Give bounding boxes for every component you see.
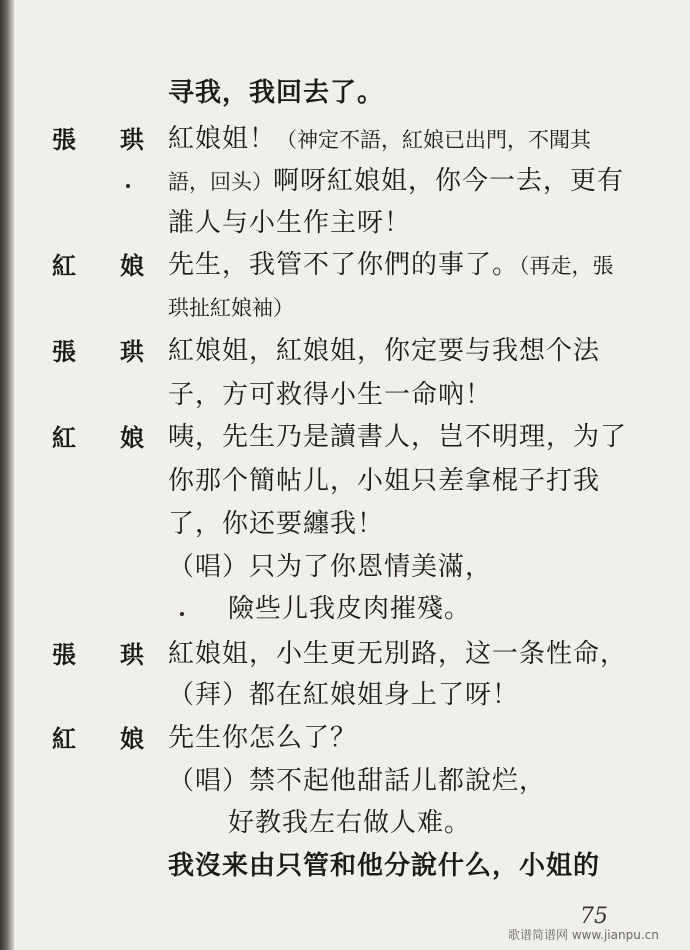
speaker-char: 娘: [120, 724, 144, 753]
speaker-zhang-gong: [52, 337, 144, 367]
dialogue-line: 子，方可救得小生一命吶！: [168, 380, 493, 410]
stage-direction: 語，回头）: [168, 170, 273, 194]
dialogue-line: （拜）都在紅娘姐身上了呀！: [168, 680, 520, 710]
speaker-char: 紅: [52, 724, 76, 753]
speaker-char: 紅: [52, 423, 76, 452]
speaker-char: 珙: [120, 640, 144, 669]
page-edge-shadow: [0, 0, 14, 950]
speaker-char: 張: [52, 640, 76, 669]
speaker-char: 娘: [120, 423, 144, 452]
stage-direction: （再走，張: [519, 254, 614, 278]
speaker-zhang-gong: [52, 640, 144, 670]
dialogue-line: [168, 166, 624, 197]
song-line: 險些儿我皮肉摧殘。: [228, 594, 472, 624]
ink-speck: [180, 612, 184, 616]
speaker-char: 張: [52, 125, 76, 154]
dialogue-text: 啊呀紅娘姐，你今一去，更有: [273, 166, 625, 196]
dialogue-text: 先生，我管不了你們的事了。: [168, 250, 520, 280]
dialogue-line: 你那个簡帖儿，小姐只差拿棍子打我: [168, 466, 601, 496]
speaker-hong-niang: [52, 423, 144, 453]
dialogue-line: 咦，先生乃是讀書人，岂不明理，为了: [168, 422, 628, 452]
song-line: 好教我左右做人难。: [228, 808, 472, 838]
song-line: （唱）只为了你恩情美滿，: [168, 552, 493, 582]
speaker-hong-niang: [52, 251, 144, 281]
dialogue-line: 誰人与小生作主呀！: [168, 208, 412, 238]
watermark: 歌谱简谱网 www.jianpu.cn: [508, 928, 659, 942]
dialogue-text: 紅娘姐！: [168, 124, 277, 154]
dialogue-line: 我沒来由只管和他分說什么，小姐的: [168, 851, 601, 881]
dialogue-line: [168, 250, 614, 281]
dialogue-line: 紅娘姐，紅娘姐，你定要与我想个法: [168, 336, 601, 366]
speaker-char: 張: [52, 337, 76, 366]
dialogue-line: [168, 124, 591, 155]
speaker-char: 珙: [120, 337, 144, 366]
stage-direction: 珙扯紅娘袖）: [168, 296, 294, 320]
stage-direction: （神定不語，紅娘已出門，不聞其: [276, 128, 592, 152]
speaker-char: 娘: [120, 251, 144, 280]
dialogue-line: 先生你怎么了？: [168, 723, 358, 753]
dialogue-line: 了，你还要纏我！: [168, 509, 385, 539]
speaker-char: 珙: [120, 125, 144, 154]
speaker-char: 紅: [52, 251, 76, 280]
dialogue-line: 寻我，我回去了。: [168, 78, 385, 108]
speaker-hong-niang: [52, 724, 144, 754]
song-line: （唱）禁不起他甜話儿都說烂，: [168, 766, 547, 796]
page-number: 75: [580, 904, 608, 929]
ink-speck: [126, 184, 130, 188]
dialogue-line: 紅娘姐，小生更无別路，这一条性命，: [168, 639, 628, 669]
speaker-zhang-gong: [52, 125, 144, 155]
dialogue-line: [168, 292, 294, 323]
